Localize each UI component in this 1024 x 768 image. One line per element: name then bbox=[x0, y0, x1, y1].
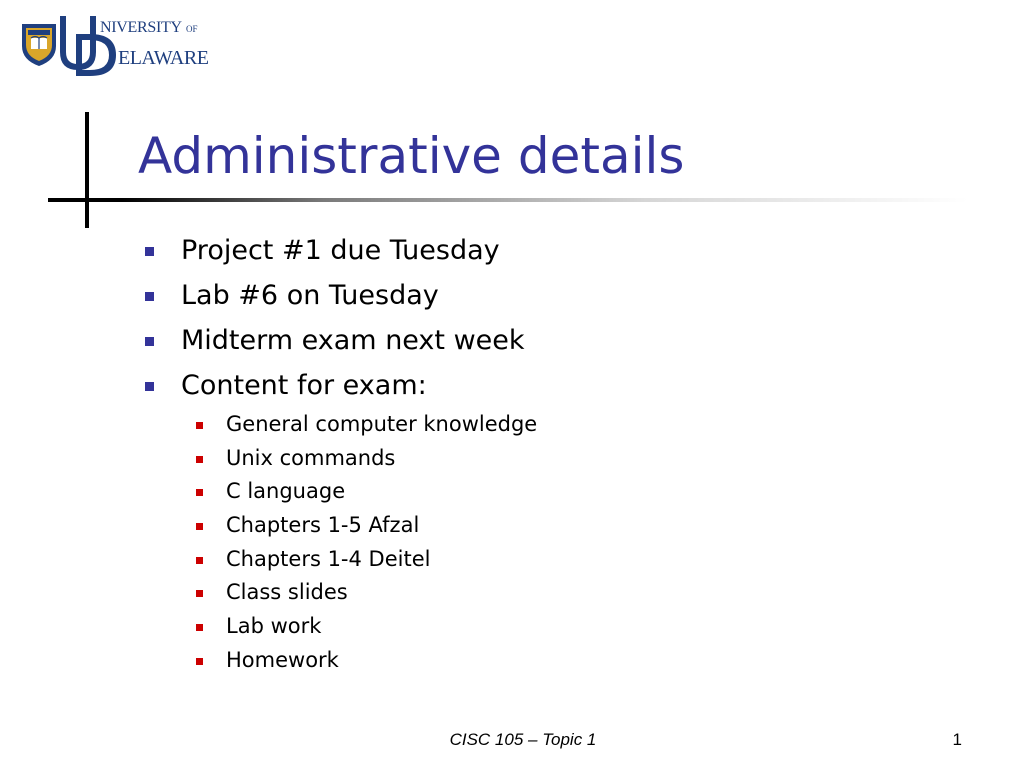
sub-bullet-text: Unix commands bbox=[226, 445, 396, 470]
svg-text:OF: OF bbox=[186, 24, 198, 34]
bullet-item bbox=[0, 318, 1024, 363]
sub-bullet-text: Class slides bbox=[226, 580, 348, 605]
square-bullet-icon bbox=[196, 422, 203, 429]
square-bullet-icon bbox=[196, 456, 203, 463]
square-bullet-icon bbox=[145, 247, 154, 256]
bullet-item bbox=[0, 363, 1024, 408]
square-bullet-icon bbox=[196, 590, 203, 597]
sub-bullet-item bbox=[0, 475, 1024, 509]
title-vertical-rule bbox=[85, 112, 89, 228]
square-bullet-icon bbox=[145, 337, 154, 346]
sub-bullet-item bbox=[0, 543, 1024, 577]
sub-bullet-text: C language bbox=[226, 479, 346, 504]
bullet-text: Project #1 due Tuesday bbox=[181, 235, 500, 266]
footer-course-topic: CISC 105 – Topic 1 bbox=[449, 730, 597, 749]
sub-bullet-text: Chapters 1-5 Afzal bbox=[226, 513, 420, 538]
crest-icon bbox=[22, 24, 56, 66]
square-bullet-icon bbox=[196, 658, 203, 665]
bullet-item bbox=[0, 228, 1024, 273]
square-bullet-icon bbox=[145, 382, 154, 391]
sub-bullet-text: Homework bbox=[226, 647, 339, 672]
bullet-text: Content for exam: bbox=[181, 370, 427, 401]
sub-bullet-item bbox=[0, 442, 1024, 476]
square-bullet-icon bbox=[196, 624, 203, 631]
sub-bullet-item bbox=[0, 408, 1024, 442]
sub-bullet-text: Chapters 1-4 Deitel bbox=[226, 546, 431, 571]
bullet-list bbox=[0, 228, 1024, 678]
square-bullet-icon bbox=[196, 523, 203, 530]
sub-bullet-list bbox=[0, 408, 1024, 678]
square-bullet-icon bbox=[196, 557, 203, 564]
university-logo bbox=[20, 12, 210, 78]
square-bullet-icon bbox=[196, 489, 203, 496]
sub-bullet-item bbox=[0, 576, 1024, 610]
bullet-text: Lab #6 on Tuesday bbox=[181, 280, 439, 311]
sub-bullet-item bbox=[0, 610, 1024, 644]
svg-text:NIVERSITY: NIVERSITY bbox=[100, 19, 182, 36]
bullet-text: Midterm exam next week bbox=[181, 325, 525, 356]
svg-text:ELAWARE: ELAWARE bbox=[118, 47, 209, 69]
slide-title: Administrative details bbox=[138, 127, 685, 185]
sub-bullet-text: Lab work bbox=[226, 614, 322, 639]
square-bullet-icon bbox=[145, 292, 154, 301]
bullet-item bbox=[0, 273, 1024, 318]
sub-bullet-item bbox=[0, 509, 1024, 543]
sub-bullet-text: General computer knowledge bbox=[226, 412, 538, 436]
slide-page-number: 1 bbox=[952, 730, 962, 749]
sub-bullet-group bbox=[0, 408, 1024, 678]
sub-bullet-item bbox=[0, 644, 1024, 678]
title-horizontal-rule bbox=[48, 198, 968, 202]
